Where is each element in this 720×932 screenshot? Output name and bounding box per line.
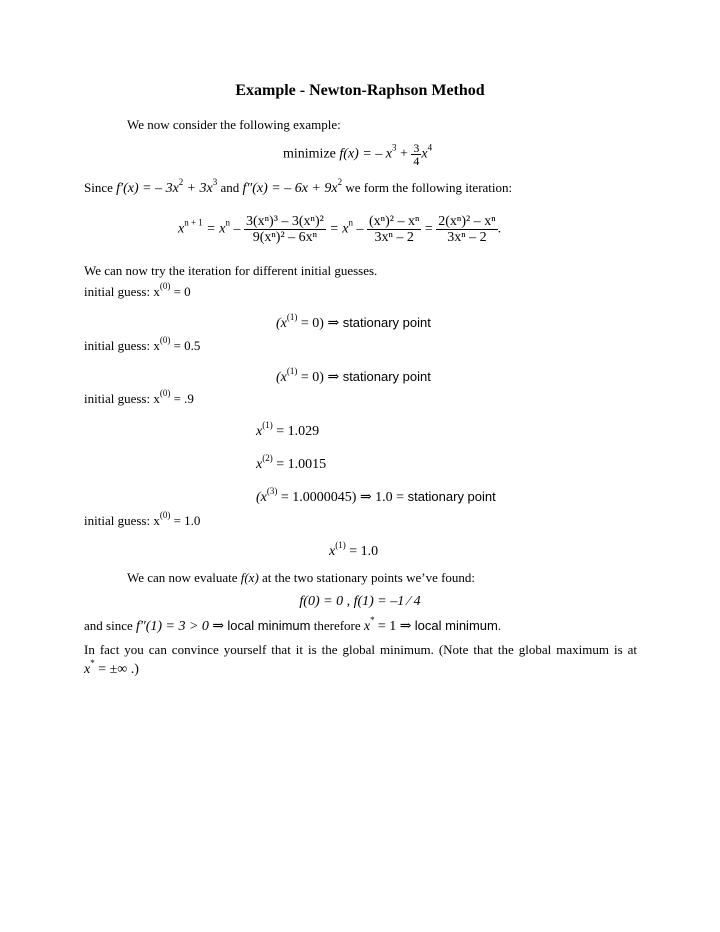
result-pre: (x — [276, 316, 287, 331]
minus-sign: – — [233, 221, 241, 237]
superscript: (0) — [159, 510, 171, 520]
period: . — [497, 618, 502, 633]
superscript: n — [348, 217, 354, 228]
values-line — [0, 594, 720, 610]
local-minimum-label: local minimum — [227, 618, 311, 633]
result-post: = 1.0 — [349, 544, 379, 559]
frac-num: 3 — [413, 141, 420, 155]
second-derivative: f″(x) = – 6x + 9x — [242, 181, 338, 196]
guess-label: initial guess: x — [84, 284, 160, 299]
values-expr: f(0) = 0 , f(1) = –1 ⁄ 4 — [299, 594, 421, 609]
frac-num: 3(xⁿ)³ – 3(xⁿ)² — [245, 214, 324, 229]
guess-value: = 0 — [173, 284, 191, 299]
result-pre: (x — [276, 370, 287, 385]
stationary-label: stationary point — [407, 489, 496, 504]
superscript: (0) — [159, 335, 171, 345]
minus-sign: – — [356, 221, 364, 237]
and-word: and — [220, 180, 240, 195]
eq-term: = x — [329, 221, 349, 237]
guess-label: initial guess: x — [84, 391, 160, 406]
result-x2 — [256, 453, 327, 473]
x-next: x — [178, 221, 185, 237]
stationary-label: stationary point — [342, 315, 431, 330]
since-eq: = 1 ⇒ — [377, 619, 412, 634]
exponent: 3 — [212, 177, 218, 187]
since-local-minimum — [84, 615, 502, 635]
superscript: (1) — [262, 420, 273, 430]
conclusion-text: In fact you can convince yourself that it is the global minimum. (Note that the global maximum is at — [84, 642, 637, 657]
x-star: x — [84, 662, 91, 677]
page-title: Example - Newton-Raphson Method — [235, 82, 485, 99]
frac-den: 4 — [413, 154, 420, 168]
result-post: = 1.029 — [276, 424, 320, 439]
initial-guess-10 — [84, 510, 201, 529]
intro-text: We now consider the following example: — [127, 117, 341, 132]
since-expr: f″(1) = 3 > 0 ⇒ — [135, 619, 225, 634]
plus-sign: + — [399, 146, 408, 162]
guess-value: = .9 — [173, 391, 194, 406]
superscript: (3) — [266, 486, 278, 496]
result-post: = 0) ⇒ — [300, 370, 340, 385]
eq-term: = x — [206, 221, 226, 237]
exponent: 2 — [178, 177, 184, 187]
superscript: (1) — [286, 366, 298, 376]
result-x3 — [256, 486, 496, 506]
result-stationary-1 — [276, 312, 431, 332]
result-post: = 1.0000045) ⇒ 1.0 = — [280, 490, 408, 505]
guess-label: initial guess: x — [84, 513, 160, 528]
first-derivative: f′(x) = – 3x — [116, 181, 179, 196]
since-pre: and since — [84, 618, 133, 633]
local-minimum-label: local minimum — [414, 618, 498, 633]
result-x1 — [256, 420, 320, 440]
since-word: Since — [84, 180, 113, 195]
superscript: (0) — [159, 388, 171, 398]
initial-guess-09 — [84, 388, 194, 407]
exponent: 4 — [427, 142, 433, 153]
period: . — [497, 221, 502, 237]
superscript: n — [225, 217, 230, 228]
evaluate-post: at the two stationary points we’ve found: — [258, 570, 476, 585]
stationary-label: stationary point — [342, 369, 431, 384]
frac-num: (xⁿ)² – xⁿ — [369, 214, 420, 229]
evaluate-pre: We can now evaluate — [127, 570, 241, 585]
initial-guess-05 — [84, 335, 201, 354]
first-derivative-cont: + 3x — [186, 181, 213, 196]
superscript: * — [370, 615, 375, 625]
result-post: = 0) ⇒ — [300, 316, 340, 331]
initial-guess-0 — [84, 281, 191, 300]
evaluate-fx: f(x) — [240, 570, 259, 585]
superscript: (2) — [262, 453, 273, 463]
iteration-formula — [178, 214, 501, 245]
var-x: x — [421, 146, 428, 162]
objective-lhs: f(x) = – x — [339, 146, 392, 162]
result-pre: x — [329, 544, 336, 559]
result-x1-final — [329, 540, 379, 560]
frac-den: 3xⁿ – 2 — [374, 230, 414, 245]
therefore-word: therefore — [313, 618, 361, 633]
coefficient-fraction — [411, 142, 421, 167]
derivative-line — [84, 177, 513, 197]
fraction-3 — [436, 214, 497, 245]
frac-den: 9(xⁿ)² – 6xⁿ — [252, 230, 318, 245]
guess-label: initial guess: x — [84, 338, 160, 353]
global-max-line — [84, 658, 139, 678]
since-tail: we form the following iteration: — [345, 180, 513, 195]
objective-equation — [283, 142, 432, 167]
x-star: x — [363, 619, 371, 634]
guess-value: = 0.5 — [173, 338, 201, 353]
try-text: We can now try the iteration for different initial guesses. — [84, 263, 378, 278]
result-post: = 1.0015 — [276, 457, 327, 472]
fraction-2 — [367, 214, 421, 245]
superscript: * — [90, 658, 95, 668]
superscript: (0) — [159, 281, 171, 291]
exponent: 3 — [391, 142, 397, 153]
guess-value: = 1.0 — [173, 513, 201, 528]
equals-sign: = — [424, 221, 433, 237]
objective-label: minimize — [283, 146, 336, 162]
evaluate-text — [127, 570, 475, 586]
superscript: n + 1 — [184, 217, 203, 228]
superscript: (1) — [286, 312, 298, 322]
result-pre: x — [256, 424, 263, 439]
exponent: 2 — [337, 177, 343, 187]
result-stationary-2 — [276, 366, 431, 386]
frac-den: 3xⁿ – 2 — [447, 230, 487, 245]
superscript: (1) — [335, 540, 346, 550]
frac-num: 2(xⁿ)² – xⁿ — [438, 214, 496, 229]
result-pre: (x — [256, 490, 267, 505]
global-max-value: = ±∞ .) — [98, 662, 139, 677]
result-pre: x — [256, 457, 263, 472]
fraction-1 — [244, 214, 326, 245]
